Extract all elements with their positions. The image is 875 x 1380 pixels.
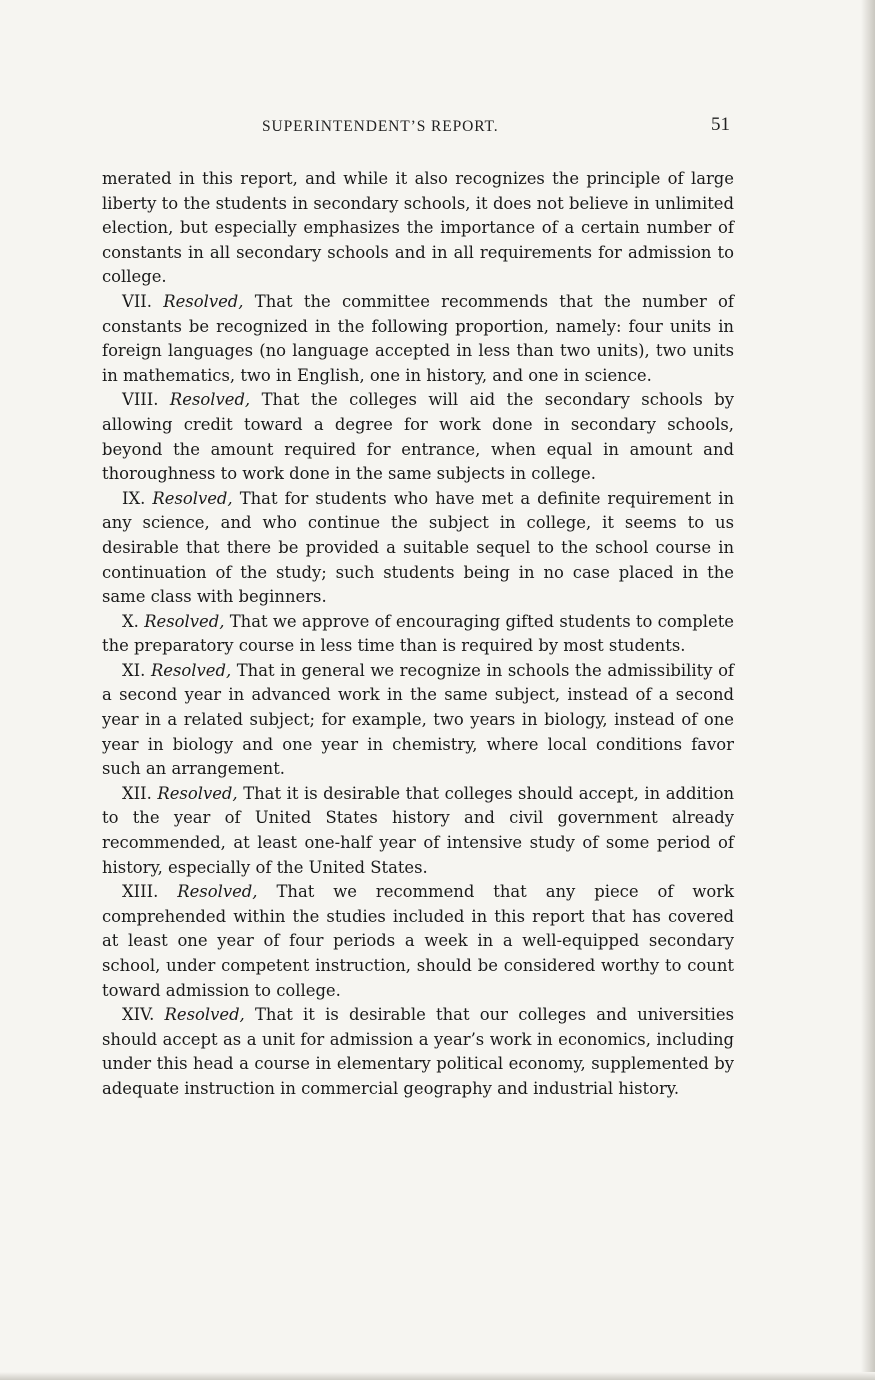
resolution-viii [102, 388, 734, 486]
resolution-text: That we recommend that any piece of work comprehended within the studies included in this report that has covered at least one year of four periods a week in a well-equipped secondary school, under competent instruction, should be considered worthy to count toward admission to college. [102, 882, 735, 1000]
resolution-numeral: IX. [122, 488, 146, 508]
resolution-numeral: XII. [122, 783, 152, 803]
resolution-keyword: Resolved, [163, 291, 244, 311]
page-number: 51 [711, 114, 730, 135]
resolution-ix [102, 487, 734, 610]
resolution-text: That the committee recommends that the number of constants be recognized in the following proportion, namely: four units in foreign languages (no language accepted in less than two units), two units in mathematics, two in English, one in history, and one in science. [102, 291, 734, 385]
resolution-vii [102, 290, 734, 388]
resolution-text: That we approve of encouraging gifted students to complete the preparatory course in less time than is required by most students. [102, 611, 734, 656]
resolution-numeral: VIII. [122, 390, 159, 410]
resolution-numeral: XIII. [122, 882, 159, 902]
resolution-text: That it is desirable that colleges should accept, in addition to the year of United States history and civil government already recommended, at least one-half year of intensive study of some period of history, especially of the United States. [102, 783, 734, 877]
running-head: SUPERINTENDENT’S REPORT. [262, 118, 499, 135]
page-edge-shadow [861, 0, 875, 1380]
resolution-xiv [102, 1003, 734, 1101]
resolution-keyword: Resolved, [150, 660, 232, 680]
resolution-text: That the colleges will aid the secondary schools by allowing credit toward a degree for work done in secondary schools, beyond the amount required for entrance, when equal in amount and thoroughness to work done in the same subjects in college. [102, 390, 734, 484]
resolution-keyword: Resolved, [157, 783, 238, 803]
resolution-numeral: XIV. [122, 1005, 155, 1025]
resolution-keyword: Resolved, [144, 611, 225, 631]
resolution-keyword: Resolved, [152, 488, 233, 508]
resolution-numeral: XI. [122, 660, 146, 680]
body-text [102, 167, 734, 1102]
resolution-text: That it is desirable that our colleges and universities should accept as a unit for admission a year’s work in economics, including under this head a course in elementary political economy, supplemented by adequate instruction in commercial geography and industrial history. [102, 1005, 735, 1098]
resolution-xii [102, 782, 734, 880]
resolution-text: That in general we recognize in schools the admissibility of a second year in advanced work in the same subject, instead of a second year in a related subject; for example, two years in biology, instead of one year in biology and one year in chemistry, where local conditions favor such an arrangement. [102, 660, 734, 779]
resolution-numeral: X. [122, 611, 139, 631]
resolution-keyword: Resolved, [164, 1005, 245, 1025]
continuation-paragraph: merated in this report, and while it also recognizes the principle of large liberty to the students in secondary schools, it does not believe in unlimited election, but especially emphasizes the importance of a certain number of constants in all secondary schools and in all requirements for admission to college. [102, 169, 734, 287]
resolution-xi [102, 659, 734, 782]
page-bottom-shadow [0, 1372, 875, 1380]
resolution-xiii [102, 880, 734, 1003]
resolution-keyword: Resolved, [169, 390, 251, 410]
resolution-keyword: Resolved, [177, 882, 258, 902]
resolution-text: That for students who have met a definite requirement in any science, and who continue the subject in college, it seems to us desirable that there be provided a suitable sequel to the school course in continuation of the study; such students being in no case placed in the same class with beginners. [102, 488, 735, 607]
resolution-x [102, 610, 734, 659]
resolution-numeral: VII. [122, 291, 152, 311]
